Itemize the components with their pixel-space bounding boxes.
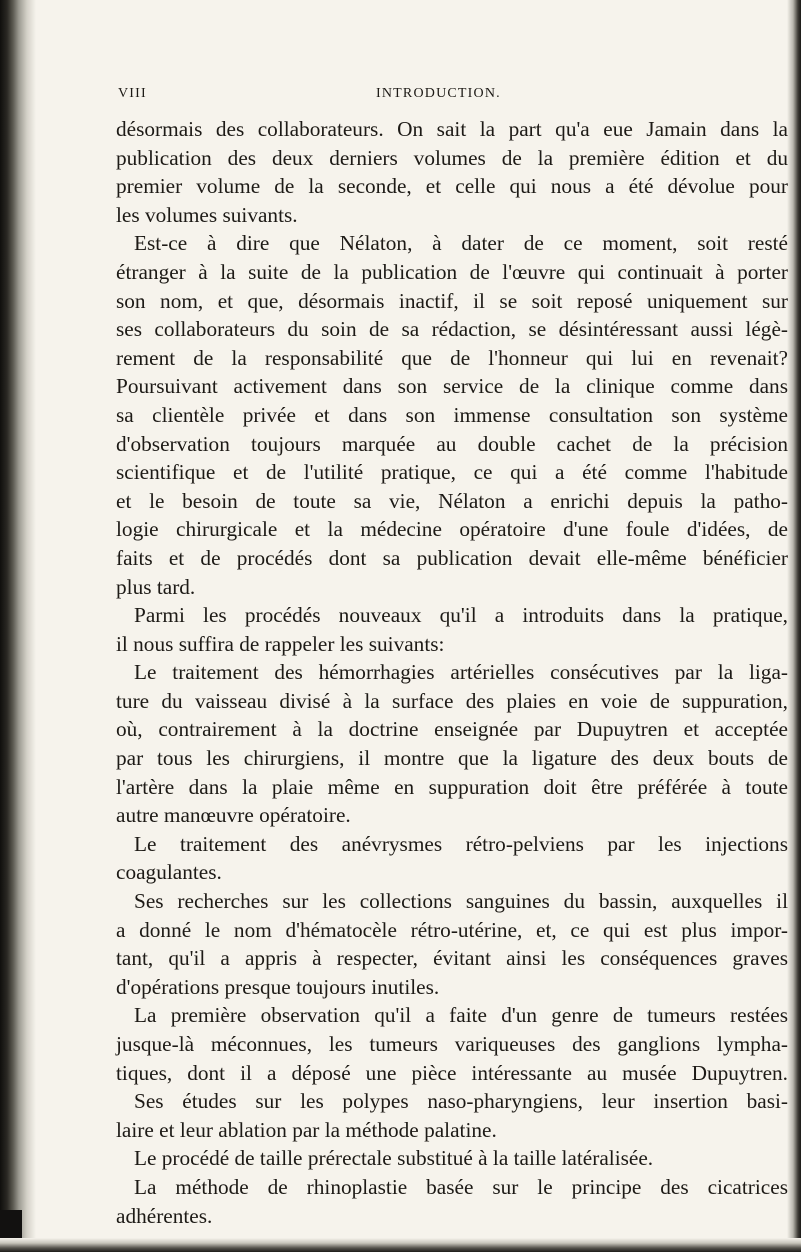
text-line: Est-ce à dire que Nélaton, à dater de ce moment, soit resté — [134, 231, 788, 256]
text-line: coagulantes. — [116, 860, 222, 885]
text-line: Le procédé de taille prérectale substitué à la taille latéralisée. — [134, 1146, 654, 1171]
text-line: par tous les chirurgiens, il montre que la ligature des deux bouts de — [116, 746, 788, 771]
text-line: Parmi les procédés nouveaux qu'il a introduits dans la pratique, — [134, 603, 788, 628]
text-line: les volumes suivants. — [116, 202, 298, 227]
text-line: Le traitement des hémorrhagies artérielles consécutives par la liga- — [134, 660, 788, 685]
page-number: VIII — [118, 86, 147, 101]
running-title: INTRODUCTION. — [376, 86, 501, 101]
text-line: plus tard. — [116, 574, 196, 599]
page-bottom-shadow — [0, 1238, 801, 1252]
body-text — [116, 115, 788, 1230]
text-line: publication des deux derniers volumes de la première édition et du — [116, 145, 788, 170]
text-line: et le besoin de toute sa vie, Nélaton a enrichi depuis la patho- — [116, 488, 788, 513]
text-line: Poursuivant activement dans son service de la clinique comme dans — [116, 374, 788, 399]
text-line: laire et leur ablation par la méthode palatine. — [116, 1117, 497, 1142]
text-line: d'observation toujours marquée au double cachet de la précision — [116, 431, 788, 456]
text-line: jusque-là méconnues, les tumeurs variqueuses des ganglions lympha- — [116, 1032, 788, 1056]
text-line: étranger à la suite de la publication de l'œuvre qui continuait à porter — [116, 259, 788, 284]
text-line: ture du vaisseau divisé à la surface des plaies en voie de suppuration, — [116, 688, 788, 713]
text-line: Ses études sur les polypes naso-pharyngiens, leur insertion basi- — [134, 1089, 788, 1114]
text-line: tiques, dont il a déposé une pièce intéressante au musée Dupuytren. — [116, 1060, 788, 1085]
page-right-shadow — [787, 0, 801, 1252]
text-line: La méthode de rhinoplastie basée sur le principe des cicatrices — [134, 1174, 788, 1199]
text-line: où, contrairement à la doctrine enseignée par Dupuytren et acceptée — [116, 717, 788, 742]
text-line: faits et de procédés dont sa publication devait elle-même bénéficier — [116, 545, 788, 570]
text-line: Le traitement des anévrysmes rétro-pelviens par les injections — [134, 831, 788, 856]
text-line: autre manœuvre opératoire. — [116, 803, 351, 828]
text-line: La première observation qu'il a faite d'un genre de tumeurs restées — [134, 1003, 788, 1028]
text-line: désormais des collaborateurs. On sait la part qu'a eue Jamain dans la — [116, 117, 788, 141]
text-line: son nom, et que, désormais inactif, il se soit reposé uniquement sur — [116, 288, 788, 313]
text-line: Ses recherches sur les collections sanguines du bassin, auxquelles il — [134, 889, 788, 914]
text-line: tant, qu'il a appris à respecter, évitant ainsi les conséquences graves — [116, 946, 788, 971]
text-line: l'artère dans la plaie même en suppuration doit être préférée à toute — [116, 774, 788, 799]
text-line: il nous suffira de rappeler les suivants: — [116, 631, 445, 656]
text-line: d'opérations presque toujours inutiles. — [116, 974, 440, 999]
text-line: rement de la responsabilité que de l'honneur qui lui en revenait? — [116, 345, 788, 370]
text-line: logie chirurgicale et la médecine opératoire d'une foule d'idées, de — [116, 517, 788, 542]
text-line: ses collaborateurs du soin de sa rédaction, se désintéressant aussi légè- — [116, 317, 788, 342]
text-line: adhérentes. — [116, 1203, 213, 1228]
running-header — [116, 86, 676, 108]
page-binding-shadow — [0, 0, 36, 1252]
text-line: premier volume de la seconde, et celle qui nous a été dévolue pour — [116, 174, 788, 199]
text-line: scientifique et de l'utilité pratique, ce qui a été comme l'habitude — [116, 460, 788, 485]
text-line: a donné le nom d'hématocèle rétro-utérine, et, ce qui est plus impor- — [116, 917, 788, 942]
text-line: sa clientèle privée et dans son immense consultation son système — [116, 402, 788, 427]
